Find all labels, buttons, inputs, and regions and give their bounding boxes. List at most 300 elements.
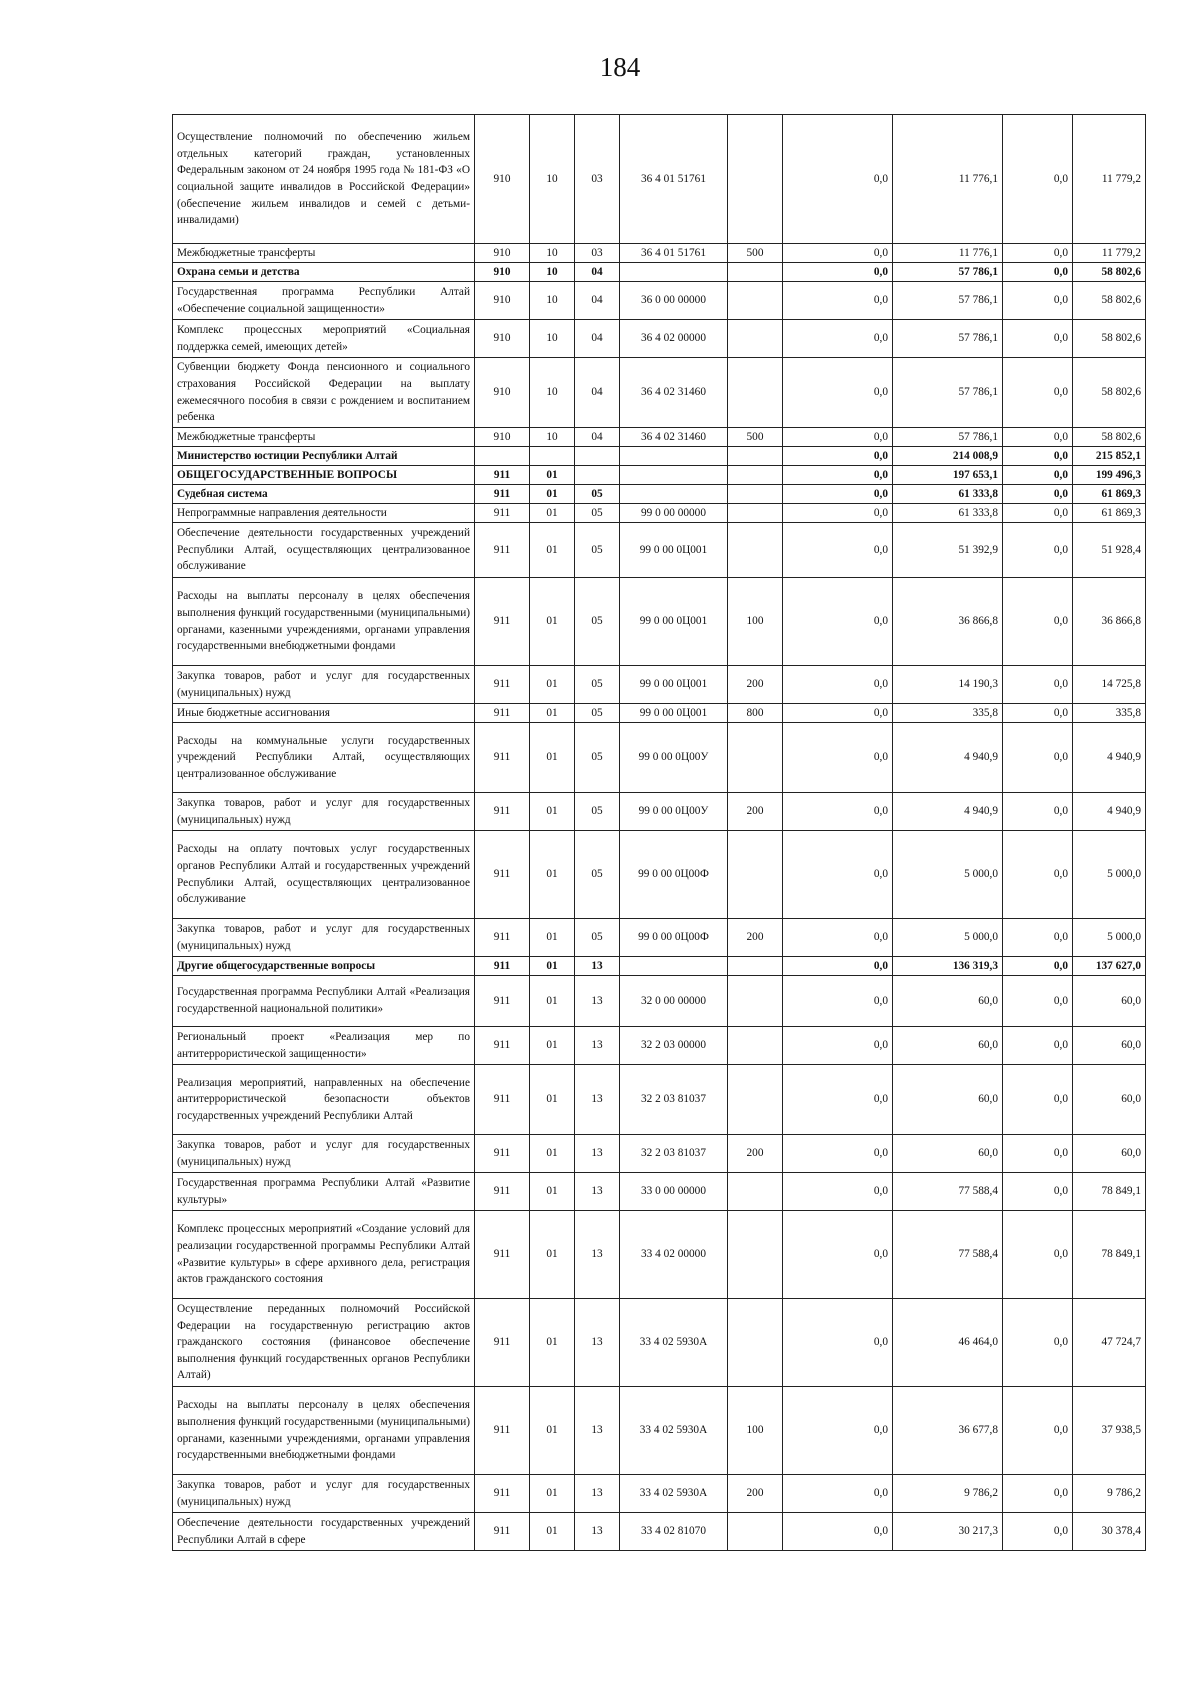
amount-1: 0,0 bbox=[783, 1135, 893, 1173]
amount-2: 36 866,8 bbox=[893, 578, 1003, 666]
amount-1: 0,0 bbox=[783, 447, 893, 466]
line-item-name: Осуществление полномочий по обеспечению жильем отдельных категорий граждан, установленных Федеральным законом от 24 ноября 1995 года № 181-ФЗ «О социальной защите инвалидов в Российской Федерации» (обеспечение жильем инвалидов и семей с детьми-инвалидами) bbox=[173, 115, 475, 244]
ministry-code: 911 bbox=[475, 831, 530, 919]
line-item-name: Региональный проект «Реализация мер по антитеррористической защищенности» bbox=[173, 1027, 475, 1065]
expense-type-code bbox=[728, 1513, 783, 1551]
section-code: 01 bbox=[530, 957, 575, 976]
amount-4: 58 802,6 bbox=[1073, 320, 1146, 358]
target-article-code: 33 4 02 00000 bbox=[620, 1211, 728, 1299]
amount-2: 57 786,1 bbox=[893, 358, 1003, 428]
line-item-name: Комплекс процессных мероприятий «Создание условий для реализации государственной программы Республики Алтай «Развитие культуры» в сфере архивного дела, регистрация актов гражданского состояния bbox=[173, 1211, 475, 1299]
expense-type-code bbox=[728, 1065, 783, 1135]
line-item-name: Государственная программа Республики Алтай «Развитие культуры» bbox=[173, 1173, 475, 1211]
subsection-code: 05 bbox=[575, 504, 620, 523]
amount-3: 0,0 bbox=[1003, 1513, 1073, 1551]
subsection-code: 13 bbox=[575, 1299, 620, 1387]
subsection-code: 13 bbox=[575, 1211, 620, 1299]
amount-1: 0,0 bbox=[783, 976, 893, 1027]
amount-1: 0,0 bbox=[783, 523, 893, 578]
amount-2: 61 333,8 bbox=[893, 504, 1003, 523]
section-code: 01 bbox=[530, 485, 575, 504]
amount-4: 60,0 bbox=[1073, 976, 1146, 1027]
amount-1: 0,0 bbox=[783, 704, 893, 723]
section-code: 01 bbox=[530, 831, 575, 919]
section-code: 10 bbox=[530, 263, 575, 282]
section-code: 01 bbox=[530, 1065, 575, 1135]
subsection-code: 05 bbox=[575, 485, 620, 504]
amount-3: 0,0 bbox=[1003, 919, 1073, 957]
line-item-name: Государственная программа Республики Алтай «Реализация государственной национальной политики» bbox=[173, 976, 475, 1027]
amount-3: 0,0 bbox=[1003, 485, 1073, 504]
target-article-code: 99 0 00 0Ц001 bbox=[620, 666, 728, 704]
target-article-code: 33 4 02 5930А bbox=[620, 1387, 728, 1475]
amount-3: 0,0 bbox=[1003, 282, 1073, 320]
section-code: 01 bbox=[530, 1475, 575, 1513]
expense-type-code: 200 bbox=[728, 1135, 783, 1173]
amount-4: 58 802,6 bbox=[1073, 428, 1146, 447]
table-row bbox=[173, 1173, 1146, 1211]
ministry-code: 911 bbox=[475, 1513, 530, 1551]
section-code: 10 bbox=[530, 115, 575, 244]
expense-type-code: 100 bbox=[728, 1387, 783, 1475]
amount-1: 0,0 bbox=[783, 723, 893, 793]
amount-2: 77 588,4 bbox=[893, 1173, 1003, 1211]
ministry-code: 911 bbox=[475, 1065, 530, 1135]
table-row bbox=[173, 1211, 1146, 1299]
ministry-code: 911 bbox=[475, 957, 530, 976]
target-article-code: 33 4 02 5930А bbox=[620, 1475, 728, 1513]
table-row bbox=[173, 523, 1146, 578]
amount-4: 36 866,8 bbox=[1073, 578, 1146, 666]
amount-3: 0,0 bbox=[1003, 1387, 1073, 1475]
amount-3: 0,0 bbox=[1003, 320, 1073, 358]
section-code: 01 bbox=[530, 1513, 575, 1551]
amount-2: 57 786,1 bbox=[893, 263, 1003, 282]
expense-type-code bbox=[728, 504, 783, 523]
expense-type-code bbox=[728, 976, 783, 1027]
target-article-code bbox=[620, 957, 728, 976]
amount-3: 0,0 bbox=[1003, 793, 1073, 831]
line-item-name: Межбюджетные трансферты bbox=[173, 244, 475, 263]
amount-2: 60,0 bbox=[893, 1135, 1003, 1173]
amount-4: 58 802,6 bbox=[1073, 282, 1146, 320]
amount-4: 37 938,5 bbox=[1073, 1387, 1146, 1475]
amount-4: 4 940,9 bbox=[1073, 723, 1146, 793]
expense-type-code: 200 bbox=[728, 793, 783, 831]
table-row bbox=[173, 447, 1146, 466]
target-article-code: 32 2 03 81037 bbox=[620, 1065, 728, 1135]
subsection-code: 03 bbox=[575, 244, 620, 263]
section-code: 01 bbox=[530, 666, 575, 704]
amount-2: 57 786,1 bbox=[893, 428, 1003, 447]
table-row bbox=[173, 1135, 1146, 1173]
subsection-code: 03 bbox=[575, 115, 620, 244]
amount-3: 0,0 bbox=[1003, 666, 1073, 704]
line-item-name: Иные бюджетные ассигнования bbox=[173, 704, 475, 723]
expense-type-code bbox=[728, 831, 783, 919]
amount-2: 5 000,0 bbox=[893, 831, 1003, 919]
amount-2: 11 776,1 bbox=[893, 244, 1003, 263]
line-item-name: Обеспечение деятельности государственных учреждений Республики Алтай, осуществляющих централизованное обслуживание bbox=[173, 523, 475, 578]
amount-4: 60,0 bbox=[1073, 1027, 1146, 1065]
subsection-code: 13 bbox=[575, 1135, 620, 1173]
amount-1: 0,0 bbox=[783, 919, 893, 957]
amount-3: 0,0 bbox=[1003, 1475, 1073, 1513]
expense-type-code: 500 bbox=[728, 428, 783, 447]
amount-4: 137 627,0 bbox=[1073, 957, 1146, 976]
target-article-code: 36 4 02 00000 bbox=[620, 320, 728, 358]
line-item-name: Закупка товаров, работ и услуг для государственных (муниципальных) нужд bbox=[173, 666, 475, 704]
amount-3: 0,0 bbox=[1003, 1027, 1073, 1065]
target-article-code: 99 0 00 0Ц00У bbox=[620, 723, 728, 793]
amount-3: 0,0 bbox=[1003, 976, 1073, 1027]
amount-3: 0,0 bbox=[1003, 263, 1073, 282]
amount-2: 4 940,9 bbox=[893, 793, 1003, 831]
subsection-code: 05 bbox=[575, 831, 620, 919]
amount-3: 0,0 bbox=[1003, 466, 1073, 485]
section-code: 10 bbox=[530, 428, 575, 447]
target-article-code: 33 4 02 5930А bbox=[620, 1299, 728, 1387]
table-row bbox=[173, 115, 1146, 244]
ministry-code: 911 bbox=[475, 523, 530, 578]
target-article-code bbox=[620, 447, 728, 466]
amount-3: 0,0 bbox=[1003, 1135, 1073, 1173]
table-row bbox=[173, 358, 1146, 428]
ministry-code: 911 bbox=[475, 666, 530, 704]
amount-2: 4 940,9 bbox=[893, 723, 1003, 793]
table-row bbox=[173, 244, 1146, 263]
amount-1: 0,0 bbox=[783, 244, 893, 263]
ministry-code: 911 bbox=[475, 1387, 530, 1475]
ministry-code: 910 bbox=[475, 320, 530, 358]
target-article-code: 99 0 00 0Ц00Ф bbox=[620, 919, 728, 957]
section-code bbox=[530, 447, 575, 466]
amount-4: 61 869,3 bbox=[1073, 485, 1146, 504]
amount-2: 11 776,1 bbox=[893, 115, 1003, 244]
subsection-code: 04 bbox=[575, 282, 620, 320]
subsection-code: 13 bbox=[575, 957, 620, 976]
subsection-code: 04 bbox=[575, 358, 620, 428]
subsection-code: 04 bbox=[575, 320, 620, 358]
line-item-name: Закупка товаров, работ и услуг для государственных (муниципальных) нужд bbox=[173, 1135, 475, 1173]
section-code: 01 bbox=[530, 793, 575, 831]
section-code: 01 bbox=[530, 919, 575, 957]
expense-type-code bbox=[728, 320, 783, 358]
table-row bbox=[173, 485, 1146, 504]
target-article-code: 99 0 00 0Ц001 bbox=[620, 523, 728, 578]
table-body bbox=[173, 115, 1146, 1551]
subsection-code: 05 bbox=[575, 723, 620, 793]
amount-3: 0,0 bbox=[1003, 1299, 1073, 1387]
amount-4: 215 852,1 bbox=[1073, 447, 1146, 466]
target-article-code: 36 4 02 31460 bbox=[620, 428, 728, 447]
amount-3: 0,0 bbox=[1003, 504, 1073, 523]
ministry-code: 910 bbox=[475, 282, 530, 320]
ministry-code: 910 bbox=[475, 358, 530, 428]
target-article-code: 99 0 00 0Ц00У bbox=[620, 793, 728, 831]
line-item-name: Субвенции бюджету Фонда пенсионного и социального страхования Российской Федерации на выплату ежемесячного пособия в связи с рождением и воспитанием ребенка bbox=[173, 358, 475, 428]
ministry-code: 911 bbox=[475, 1211, 530, 1299]
expense-type-code bbox=[728, 466, 783, 485]
line-item-name: Реализация мероприятий, направленных на обеспечение антитеррористической безопасности объектов государственных учреждений Республики Алтай bbox=[173, 1065, 475, 1135]
target-article-code bbox=[620, 466, 728, 485]
ministry-code: 911 bbox=[475, 1299, 530, 1387]
ministry-code: 911 bbox=[475, 1475, 530, 1513]
amount-2: 51 392,9 bbox=[893, 523, 1003, 578]
amount-1: 0,0 bbox=[783, 1387, 893, 1475]
table-row bbox=[173, 957, 1146, 976]
amount-1: 0,0 bbox=[783, 957, 893, 976]
table-row bbox=[173, 704, 1146, 723]
amount-1: 0,0 bbox=[783, 1027, 893, 1065]
subsection-code bbox=[575, 447, 620, 466]
amount-4: 11 779,2 bbox=[1073, 115, 1146, 244]
section-code: 01 bbox=[530, 504, 575, 523]
amount-1: 0,0 bbox=[783, 263, 893, 282]
subsection-code: 13 bbox=[575, 1027, 620, 1065]
target-article-code: 32 0 00 00000 bbox=[620, 976, 728, 1027]
amount-4: 5 000,0 bbox=[1073, 831, 1146, 919]
amount-2: 14 190,3 bbox=[893, 666, 1003, 704]
expense-type-code bbox=[728, 1173, 783, 1211]
amount-2: 335,8 bbox=[893, 704, 1003, 723]
section-code: 01 bbox=[530, 1299, 575, 1387]
table-row bbox=[173, 1475, 1146, 1513]
table-row bbox=[173, 428, 1146, 447]
subsection-code: 05 bbox=[575, 666, 620, 704]
target-article-code bbox=[620, 263, 728, 282]
amount-4: 61 869,3 bbox=[1073, 504, 1146, 523]
line-item-name: Расходы на оплату почтовых услуг государственных органов Республики Алтай и государственных учреждений Республики Алтай, осуществляющих централизованное обслуживание bbox=[173, 831, 475, 919]
amount-4: 60,0 bbox=[1073, 1135, 1146, 1173]
line-item-name: Закупка товаров, работ и услуг для государственных (муниципальных) нужд bbox=[173, 1475, 475, 1513]
subsection-code: 05 bbox=[575, 523, 620, 578]
amount-4: 4 940,9 bbox=[1073, 793, 1146, 831]
amount-3: 0,0 bbox=[1003, 447, 1073, 466]
line-item-name: Осуществление переданных полномочий Российской Федерации на государственную регистрацию актов гражданского состояния (финансовое обеспечение выполнения функций государственных органов Республики Алтай) bbox=[173, 1299, 475, 1387]
amount-3: 0,0 bbox=[1003, 704, 1073, 723]
ministry-code: 910 bbox=[475, 115, 530, 244]
section-code: 01 bbox=[530, 523, 575, 578]
subsection-code: 05 bbox=[575, 704, 620, 723]
section-code: 01 bbox=[530, 1027, 575, 1065]
target-article-code: 33 4 02 81070 bbox=[620, 1513, 728, 1551]
table-row bbox=[173, 919, 1146, 957]
amount-3: 0,0 bbox=[1003, 831, 1073, 919]
line-item-name: Расходы на выплаты персоналу в целях обеспечения выполнения функций государственными (муниципальными) органами, казенными учреждениями, органами управления государственными внебюджетными фондами bbox=[173, 578, 475, 666]
amount-2: 60,0 bbox=[893, 976, 1003, 1027]
amount-1: 0,0 bbox=[783, 1475, 893, 1513]
ministry-code: 911 bbox=[475, 793, 530, 831]
line-item-name: ОБЩЕГОСУДАРСТВЕННЫЕ ВОПРОСЫ bbox=[173, 466, 475, 485]
section-code: 01 bbox=[530, 704, 575, 723]
table-row bbox=[173, 504, 1146, 523]
amount-2: 5 000,0 bbox=[893, 919, 1003, 957]
table-row bbox=[173, 282, 1146, 320]
amount-1: 0,0 bbox=[783, 466, 893, 485]
ministry-code: 910 bbox=[475, 428, 530, 447]
amount-1: 0,0 bbox=[783, 485, 893, 504]
amount-3: 0,0 bbox=[1003, 957, 1073, 976]
expense-type-code bbox=[728, 1027, 783, 1065]
amount-2: 214 008,9 bbox=[893, 447, 1003, 466]
line-item-name: Охрана семьи и детства bbox=[173, 263, 475, 282]
table-row bbox=[173, 793, 1146, 831]
amount-4: 51 928,4 bbox=[1073, 523, 1146, 578]
expense-type-code bbox=[728, 957, 783, 976]
amount-1: 0,0 bbox=[783, 504, 893, 523]
table-row bbox=[173, 578, 1146, 666]
amount-1: 0,0 bbox=[783, 793, 893, 831]
expense-type-code bbox=[728, 358, 783, 428]
amount-4: 30 378,4 bbox=[1073, 1513, 1146, 1551]
section-code: 01 bbox=[530, 578, 575, 666]
amount-2: 36 677,8 bbox=[893, 1387, 1003, 1475]
table-row bbox=[173, 263, 1146, 282]
line-item-name: Комплекс процессных мероприятий «Социальная поддержка семей, имеющих детей» bbox=[173, 320, 475, 358]
target-article-code: 99 0 00 0Ц001 bbox=[620, 578, 728, 666]
section-code: 01 bbox=[530, 1173, 575, 1211]
subsection-code: 13 bbox=[575, 1387, 620, 1475]
subsection-code: 13 bbox=[575, 1513, 620, 1551]
amount-2: 197 653,1 bbox=[893, 466, 1003, 485]
amount-1: 0,0 bbox=[783, 1513, 893, 1551]
amount-3: 0,0 bbox=[1003, 1211, 1073, 1299]
expense-type-code bbox=[728, 447, 783, 466]
section-code: 10 bbox=[530, 282, 575, 320]
ministry-code: 911 bbox=[475, 466, 530, 485]
amount-2: 9 786,2 bbox=[893, 1475, 1003, 1513]
expense-type-code bbox=[728, 485, 783, 504]
target-article-code: 36 4 01 51761 bbox=[620, 244, 728, 263]
target-article-code: 99 0 00 00000 bbox=[620, 504, 728, 523]
amount-1: 0,0 bbox=[783, 831, 893, 919]
amount-4: 58 802,6 bbox=[1073, 263, 1146, 282]
amount-3: 0,0 bbox=[1003, 578, 1073, 666]
expense-type-code bbox=[728, 282, 783, 320]
section-code: 01 bbox=[530, 1135, 575, 1173]
table-row bbox=[173, 320, 1146, 358]
target-article-code: 33 0 00 00000 bbox=[620, 1173, 728, 1211]
target-article-code: 32 2 03 81037 bbox=[620, 1135, 728, 1173]
line-item-name: Непрограммные направления деятельности bbox=[173, 504, 475, 523]
ministry-code: 911 bbox=[475, 1027, 530, 1065]
amount-3: 0,0 bbox=[1003, 244, 1073, 263]
amount-1: 0,0 bbox=[783, 1299, 893, 1387]
target-article-code bbox=[620, 485, 728, 504]
table-row bbox=[173, 666, 1146, 704]
table-row bbox=[173, 976, 1146, 1027]
amount-1: 0,0 bbox=[783, 666, 893, 704]
amount-3: 0,0 bbox=[1003, 523, 1073, 578]
amount-3: 0,0 bbox=[1003, 115, 1073, 244]
section-code: 10 bbox=[530, 358, 575, 428]
ministry-code: 911 bbox=[475, 1135, 530, 1173]
line-item-name: Обеспечение деятельности государственных учреждений Республики Алтай в сфере bbox=[173, 1513, 475, 1551]
section-code: 01 bbox=[530, 723, 575, 793]
amount-4: 14 725,8 bbox=[1073, 666, 1146, 704]
line-item-name: Межбюджетные трансферты bbox=[173, 428, 475, 447]
amount-1: 0,0 bbox=[783, 1173, 893, 1211]
expense-type-code: 800 bbox=[728, 704, 783, 723]
amount-4: 78 849,1 bbox=[1073, 1173, 1146, 1211]
expense-type-code bbox=[728, 263, 783, 282]
subsection-code: 05 bbox=[575, 919, 620, 957]
amount-2: 57 786,1 bbox=[893, 320, 1003, 358]
target-article-code: 36 4 01 51761 bbox=[620, 115, 728, 244]
target-article-code: 36 0 00 00000 bbox=[620, 282, 728, 320]
amount-2: 77 588,4 bbox=[893, 1211, 1003, 1299]
table-row bbox=[173, 723, 1146, 793]
ministry-code: 911 bbox=[475, 1173, 530, 1211]
amount-4: 335,8 bbox=[1073, 704, 1146, 723]
subsection-code: 05 bbox=[575, 578, 620, 666]
table-row bbox=[173, 1513, 1146, 1551]
ministry-code: 911 bbox=[475, 704, 530, 723]
ministry-code: 911 bbox=[475, 976, 530, 1027]
ministry-code: 911 bbox=[475, 578, 530, 666]
amount-1: 0,0 bbox=[783, 1211, 893, 1299]
amount-1: 0,0 bbox=[783, 428, 893, 447]
amount-3: 0,0 bbox=[1003, 1065, 1073, 1135]
amount-1: 0,0 bbox=[783, 1065, 893, 1135]
subsection-code: 13 bbox=[575, 1065, 620, 1135]
amount-2: 60,0 bbox=[893, 1065, 1003, 1135]
table-row bbox=[173, 466, 1146, 485]
section-code: 01 bbox=[530, 1387, 575, 1475]
table-row bbox=[173, 1387, 1146, 1475]
expense-type-code: 200 bbox=[728, 1475, 783, 1513]
line-item-name: Расходы на коммунальные услуги государственных учреждений Республики Алтай, осуществляющих централизованное обслуживание bbox=[173, 723, 475, 793]
subsection-code: 13 bbox=[575, 1173, 620, 1211]
amount-3: 0,0 bbox=[1003, 1173, 1073, 1211]
target-article-code: 36 4 02 31460 bbox=[620, 358, 728, 428]
subsection-code bbox=[575, 466, 620, 485]
line-item-name: Закупка товаров, работ и услуг для государственных (муниципальных) нужд bbox=[173, 793, 475, 831]
section-code: 10 bbox=[530, 244, 575, 263]
ministry-code: 911 bbox=[475, 723, 530, 793]
amount-4: 47 724,7 bbox=[1073, 1299, 1146, 1387]
amount-4: 58 802,6 bbox=[1073, 358, 1146, 428]
section-code: 10 bbox=[530, 320, 575, 358]
ministry-code: 910 bbox=[475, 244, 530, 263]
subsection-code: 05 bbox=[575, 793, 620, 831]
ministry-code: 911 bbox=[475, 504, 530, 523]
line-item-name: Судебная система bbox=[173, 485, 475, 504]
expense-type-code: 200 bbox=[728, 919, 783, 957]
page-number: 184 bbox=[599, 52, 641, 82]
expense-type-code bbox=[728, 723, 783, 793]
amount-2: 136 319,3 bbox=[893, 957, 1003, 976]
expense-type-code bbox=[728, 523, 783, 578]
line-item-name: Государственная программа Республики Алтай «Обеспечение социальной защищенности» bbox=[173, 282, 475, 320]
line-item-name: Другие общегосударственные вопросы bbox=[173, 957, 475, 976]
amount-4: 9 786,2 bbox=[1073, 1475, 1146, 1513]
amount-1: 0,0 bbox=[783, 358, 893, 428]
amount-1: 0,0 bbox=[783, 115, 893, 244]
ministry-code bbox=[475, 447, 530, 466]
table-row bbox=[173, 1299, 1146, 1387]
ministry-code: 911 bbox=[475, 919, 530, 957]
amount-2: 46 464,0 bbox=[893, 1299, 1003, 1387]
section-code: 01 bbox=[530, 1211, 575, 1299]
expense-type-code: 500 bbox=[728, 244, 783, 263]
amount-2: 61 333,8 bbox=[893, 485, 1003, 504]
budget-table bbox=[172, 114, 1146, 1551]
expense-type-code bbox=[728, 1299, 783, 1387]
table-row bbox=[173, 1027, 1146, 1065]
expense-type-code: 100 bbox=[728, 578, 783, 666]
